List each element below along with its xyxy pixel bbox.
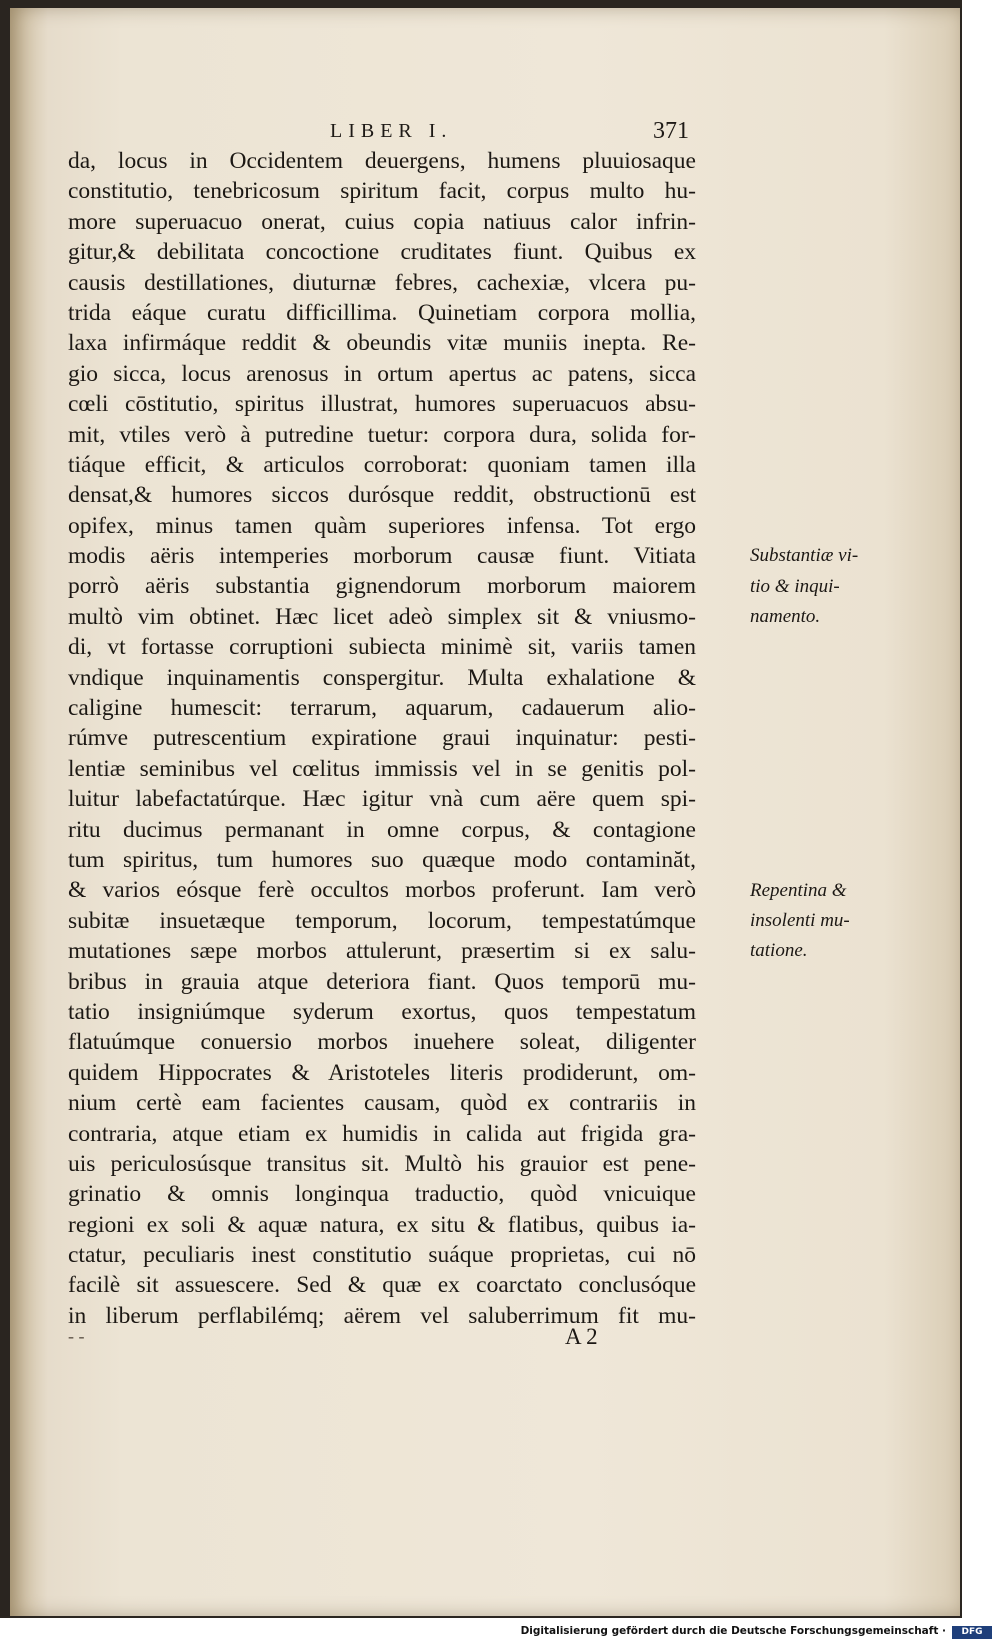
text-line: contraria, atque etiam ex humidis in calida aut frigida gra- <box>68 1120 696 1147</box>
text-line: facilè sit assuescere. Sed & quæ ex coarctato conclusóque <box>68 1272 696 1299</box>
text-line: densat,& humores siccos durósque reddit, obstructionū est <box>68 482 696 509</box>
text-line: in liberum perflabilémq; aërem vel saluberrimum fit mu- <box>68 1302 696 1329</box>
text-line: porrò aëris substantia gignendorum morborum maiorem <box>68 573 696 600</box>
text-line: multò vim obtinet. Hæc licet adeò simplex sit & vniusmo- <box>68 603 696 630</box>
text-line: causis destillationes, diuturnæ febres, cachexiæ, vlcera pu- <box>68 269 696 296</box>
text-line: flatuúmque conuersio morbos inuehere soleat, diligenter <box>68 1029 696 1056</box>
margin-note-line: tatione. <box>750 940 808 962</box>
text-line: cœli cōstitutio, spiritus illustrat, humores superuacuos absu- <box>68 391 696 418</box>
running-title: LIBER I. <box>330 120 453 142</box>
text-line: tum spiritus, tum humores suo quæque modo contaminăt, <box>68 846 696 873</box>
text-line: gio sicca, locus arenosus in ortum apertus ac patens, sicca <box>68 360 696 387</box>
text-line: di, vt fortasse corruptioni subiecta minimè sit, variis tamen <box>68 634 696 661</box>
dfg-credit-text: Digitalisierung gefördert durch die Deutsche Forschungsgemeinschaft · <box>520 1625 946 1637</box>
digitization-credit-bar <box>0 1624 1000 1643</box>
margin-note-line: Substantiæ vi- <box>750 545 859 567</box>
text-line: ctatur, peculiaris inest constitutio suáque proprietas, cui nō <box>68 1242 696 1269</box>
footer-mark: - - <box>68 1326 85 1346</box>
text-line: opifex, minus tamen quàm superiores infensa. Tot ergo <box>68 512 696 539</box>
text-line: bribus in grauia atque deteriora fiant. Quos temporū mu- <box>68 968 696 995</box>
text-line: ritu ducimus permanant in omne corpus, & contagione <box>68 816 696 843</box>
text-line: more superuacuo onerat, cuius copia natiuus calor infrin- <box>68 208 696 235</box>
text-line: rúmve putrescentium expiratione graui inquinatur: pesti- <box>68 725 696 752</box>
text-line: & varios eósque ferè occultos morbos proferunt. Iam verò <box>68 877 696 904</box>
text-line: modis aëris intemperies morborum causæ fiunt. Vitiata <box>68 543 696 570</box>
text-line: subitæ insuetæque temporum, locorum, tempestatúmque <box>68 907 696 934</box>
margin-note-line: tio & inqui- <box>750 575 840 597</box>
margin-note-line: Repentina & <box>750 879 847 901</box>
text-line: tatio insigniúmque syderum exortus, quos tempestatum <box>68 998 696 1025</box>
text-line: tiáque efficit, & articulos corroborat: quoniam tamen illa <box>68 451 696 478</box>
page-number: 371 <box>653 118 689 144</box>
text-line: caligine humescit: terrarum, aquarum, cadauerum alio- <box>68 695 696 722</box>
text-line: laxa infirmáque reddit & obeundis vitæ muniis inepta. Re- <box>68 330 696 357</box>
text-line: regioni ex soli & aquæ natura, ex situ & flatibus, quibus ia- <box>68 1211 696 1238</box>
margin-note-line: namento. <box>750 606 821 627</box>
text-line: vndique inquinamentis conspergitur. Multa exhalatione & <box>68 664 696 691</box>
page-footer <box>10 1326 960 1356</box>
text-line: mit, vtiles verò à putredine tuetur: corpora dura, solida for- <box>68 421 696 448</box>
text-line: gitur,& debilitata concoctione cruditates fiunt. Quibus ex <box>68 239 696 266</box>
text-line: luitur labefactatúrque. Hæc igitur vnà cum aëre quem spi- <box>68 786 696 813</box>
text-line: quidem Hippocrates & Aristoteles literis prodiderunt, om- <box>68 1059 696 1086</box>
margin-note <box>750 876 910 967</box>
text-line: lentiæ seminibus vel cœlitus immissis vel in se genitis pol- <box>68 755 696 782</box>
text-line: da, locus in Occidentem deuergens, humens pluuiosaque <box>68 148 696 174</box>
text-line: constitutio, tenebricosum spiritum facit, corpus multo hu- <box>68 178 696 205</box>
text-line: nium certè eam facientes causam, quòd ex contrariis in <box>68 1090 696 1117</box>
margin-note <box>750 541 910 632</box>
body-text <box>68 146 859 1331</box>
text-line: grinatio & omnis longinqua traductio, quòd vnicuique <box>68 1181 696 1208</box>
margin-note-line: insolenti mu- <box>750 910 850 931</box>
book-page <box>10 8 960 1616</box>
text-line: trida eáque curatu difficillima. Quinetiam corpora mollia, <box>68 299 696 326</box>
text-line: uis periculosúsque transitus sit. Multò his grauior est pene- <box>68 1150 696 1177</box>
dfg-logo-icon: DFG <box>952 1626 992 1639</box>
signature-mark: A 2 <box>565 1324 598 1349</box>
text-line: mutationes sæpe morbos attulerunt, præsertim si ex salu- <box>68 938 696 965</box>
